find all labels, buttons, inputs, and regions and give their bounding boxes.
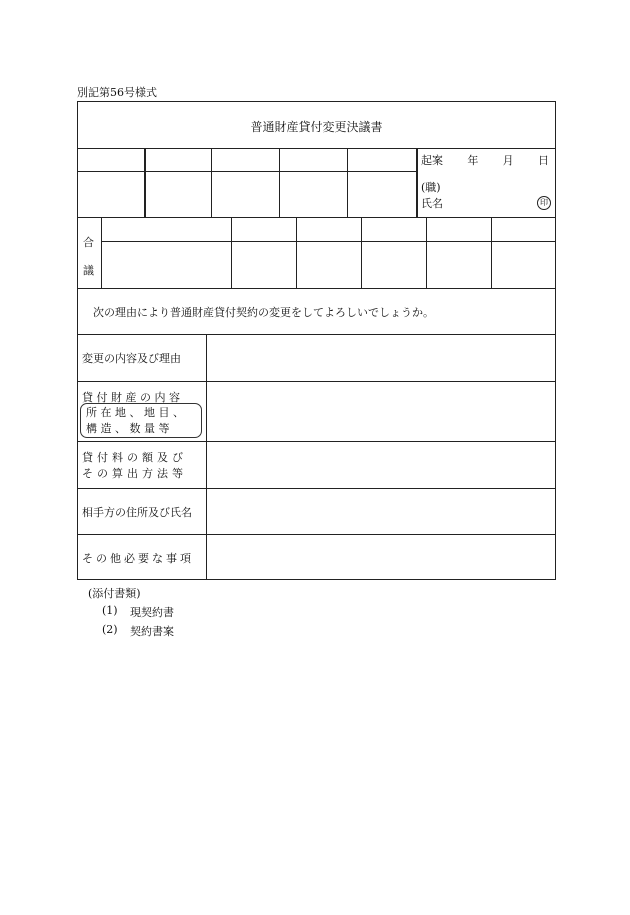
draft-position: (職) xyxy=(421,181,441,194)
draft-day: 日 xyxy=(537,154,549,167)
consult-col-line xyxy=(491,217,492,288)
draft-name-label: 氏名 xyxy=(421,197,443,210)
row-divider-property xyxy=(77,441,556,442)
label-counterparty: 相手方の住所及び氏名 xyxy=(82,506,192,519)
stamp-col-line xyxy=(144,148,146,217)
label-property-line1: 貸付財産の内容 xyxy=(82,391,184,404)
row-divider-counterparty xyxy=(77,534,556,535)
row-divider-consult xyxy=(77,288,556,289)
label-property-line3: 構造、数量等 xyxy=(86,422,173,435)
consult-char-1: 合 xyxy=(83,236,94,249)
statement-text: 次の理由により普通財産貸付契約の変更をしてよろしいでしょうか。 xyxy=(93,306,434,319)
label-column-line xyxy=(206,334,207,580)
label-property-line2: 所在地、地目、 xyxy=(86,406,188,419)
consult-col-line xyxy=(101,217,102,288)
row-divider-consult-header xyxy=(101,241,556,242)
draft-year: 年 xyxy=(467,154,479,167)
stamp-col-line xyxy=(211,148,212,217)
row-divider-reason xyxy=(77,381,556,382)
draft-date-line xyxy=(421,152,549,168)
consult-char-2: 議 xyxy=(83,264,94,277)
attachment-2: 契約書案 xyxy=(130,625,174,638)
row-divider-rent xyxy=(77,488,556,489)
attachments-heading: (添付書類) xyxy=(88,587,141,600)
row-divider-title xyxy=(77,148,556,149)
row-divider-stamp xyxy=(77,217,556,218)
stamp-col-line xyxy=(347,148,348,217)
attachment-1: 現契約書 xyxy=(130,606,174,619)
draft-label: 起案 xyxy=(421,154,443,167)
row-divider-statement xyxy=(77,334,556,335)
stamp-col-line xyxy=(279,148,280,217)
attachment-1-number: (1) xyxy=(102,604,118,617)
document-title: 普通財産貸付変更決議書 xyxy=(250,120,383,134)
attachment-2-number: (2) xyxy=(102,623,118,636)
seal-mark: 印 xyxy=(537,196,551,210)
label-other: その他必要な事項 xyxy=(82,552,194,565)
consult-col-line xyxy=(231,217,232,288)
label-reason: 変更の内容及び理由 xyxy=(82,352,181,365)
form-number: 別記第56号様式 xyxy=(77,86,157,99)
row-divider-stamp-header xyxy=(77,171,417,172)
consult-col-line xyxy=(361,217,362,288)
consult-col-line xyxy=(426,217,427,288)
stamp-col-line xyxy=(416,148,418,217)
draft-month: 月 xyxy=(502,154,514,167)
consult-col-line xyxy=(296,217,297,288)
label-rent-line1: 貸付料の額及び xyxy=(82,451,187,464)
label-rent-line2: その算出方法等 xyxy=(82,467,187,480)
